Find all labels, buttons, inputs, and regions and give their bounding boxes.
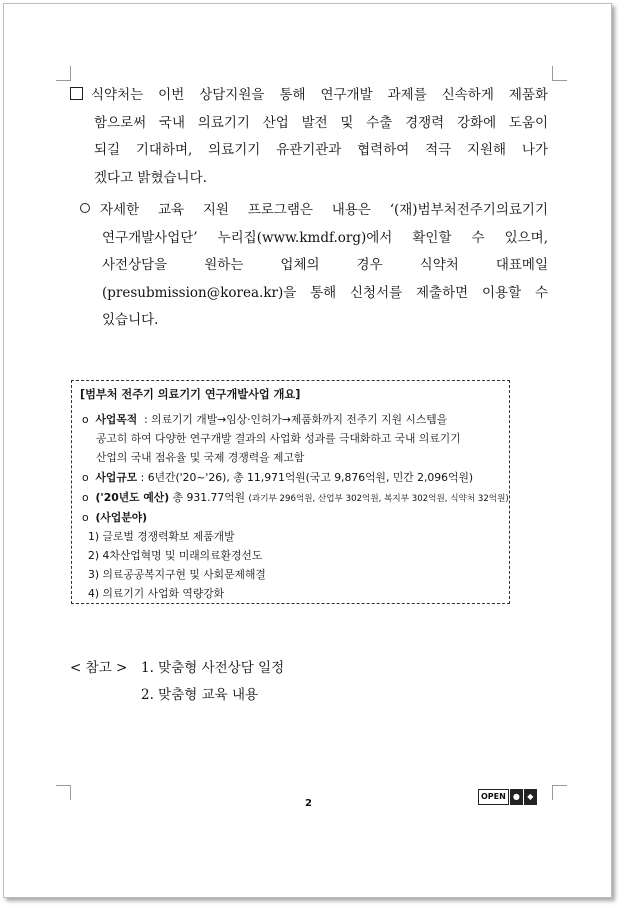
circle-bullet-icon — [80, 203, 90, 213]
page-number: 2 — [305, 798, 312, 809]
para2-line: 있습니다. — [102, 312, 159, 328]
open-license-logo — [478, 789, 537, 805]
budget-item — [82, 490, 509, 505]
program-overview-box — [71, 380, 510, 604]
scale-label: 사업규모 — [95, 471, 138, 484]
field-item: 2) 4차산업혁명 및 미래의료환경선도 — [88, 549, 263, 562]
bullet: o — [82, 511, 89, 524]
paragraph-1 — [70, 82, 548, 192]
para2-line: 연구개발사업단’ 누리집(www.kmdf.org)에서 확인할 수 있으며, — [102, 229, 548, 246]
field-item: 4) 의료기기 사업화 역량강화 — [88, 587, 225, 600]
purpose-label: 사업목적 — [95, 413, 138, 426]
fields-label: (사업분야) — [95, 511, 148, 524]
budget-main: 총 931.77억원 — [172, 491, 246, 504]
para1-line: 되길 기대하며, 의료기기 유관기관과 협력하여 적극 지원해 나가 — [94, 142, 548, 158]
budget-detail: (과기부 296억원, 산업부 302억원, 복지부 302억원, 식약처 32억원) — [248, 494, 509, 504]
bullet: o — [82, 471, 89, 484]
budget-label: ('20년도 예산) — [95, 491, 170, 504]
field-item: 1) 글로벌 경쟁력확보 제품개발 — [88, 530, 235, 543]
para2-line: 자세한 교육 지원 프로그램은 내용은 ‘(재)범부처전주기의료기기 — [100, 202, 548, 218]
para2-line: (presubmission@korea.kr)을 통해 신청서를 제출하면 이용할 수 — [102, 284, 548, 301]
square-bullet-icon — [70, 87, 83, 100]
purpose-line: 공고히 하여 다양한 연구개발 결과의 사업화 성과를 극대화하고 국내 의료기기 — [96, 432, 461, 445]
license-noncommercial-icon: ◆ — [524, 789, 537, 805]
bullet: o — [82, 413, 89, 426]
reference-item: 1. 맞춤형 사전상담 일정 — [141, 660, 285, 676]
scale-item — [82, 470, 473, 485]
open-license-text: OPEN — [478, 789, 509, 805]
reference-label: < 참고 > — [70, 660, 128, 676]
para1-line: 식약처는 이번 상담지원을 통해 연구개발 과제를 신속하게 제품화 — [91, 87, 548, 103]
fields-item — [82, 510, 147, 525]
reference-item: 2. 맞춤형 교육 내용 — [141, 687, 259, 703]
crop-mark-bottom-right — [552, 785, 567, 800]
license-attribution-icon: ● — [510, 789, 523, 805]
box-title: [범부처 전주기 의료기기 연구개발사업 개요] — [80, 388, 301, 401]
purpose-line: : 의료기기 개발→임상·인허가→제품화까지 전주기 지원 시스템을 — [144, 413, 448, 426]
crop-mark-bottom-left — [56, 785, 71, 800]
field-item: 3) 의료공공복지구현 및 사회문제해결 — [88, 568, 266, 581]
purpose-item — [82, 412, 447, 427]
para1-line: 겠다고 밝혔습니다. — [94, 169, 207, 186]
crop-mark-top-right — [552, 66, 567, 81]
para1-line: 함으로써 국내 의료기기 산업 발전 및 수출 경쟁력 강화에 도움이 — [94, 114, 548, 131]
para2-line: 사전상담을 원하는 업체의 경우 식약처 대표메일 — [102, 257, 548, 273]
purpose-line: 산업의 국내 점유율 및 국제 경쟁력을 제고함 — [96, 451, 305, 464]
scale-text: : 6년간('20~'26), 총 11,971억원(국고 9,876억원, 민간 2,096억원) — [140, 471, 474, 484]
paragraph-2 — [80, 197, 548, 335]
bullet: o — [82, 491, 89, 504]
crop-mark-top-left — [56, 66, 71, 81]
